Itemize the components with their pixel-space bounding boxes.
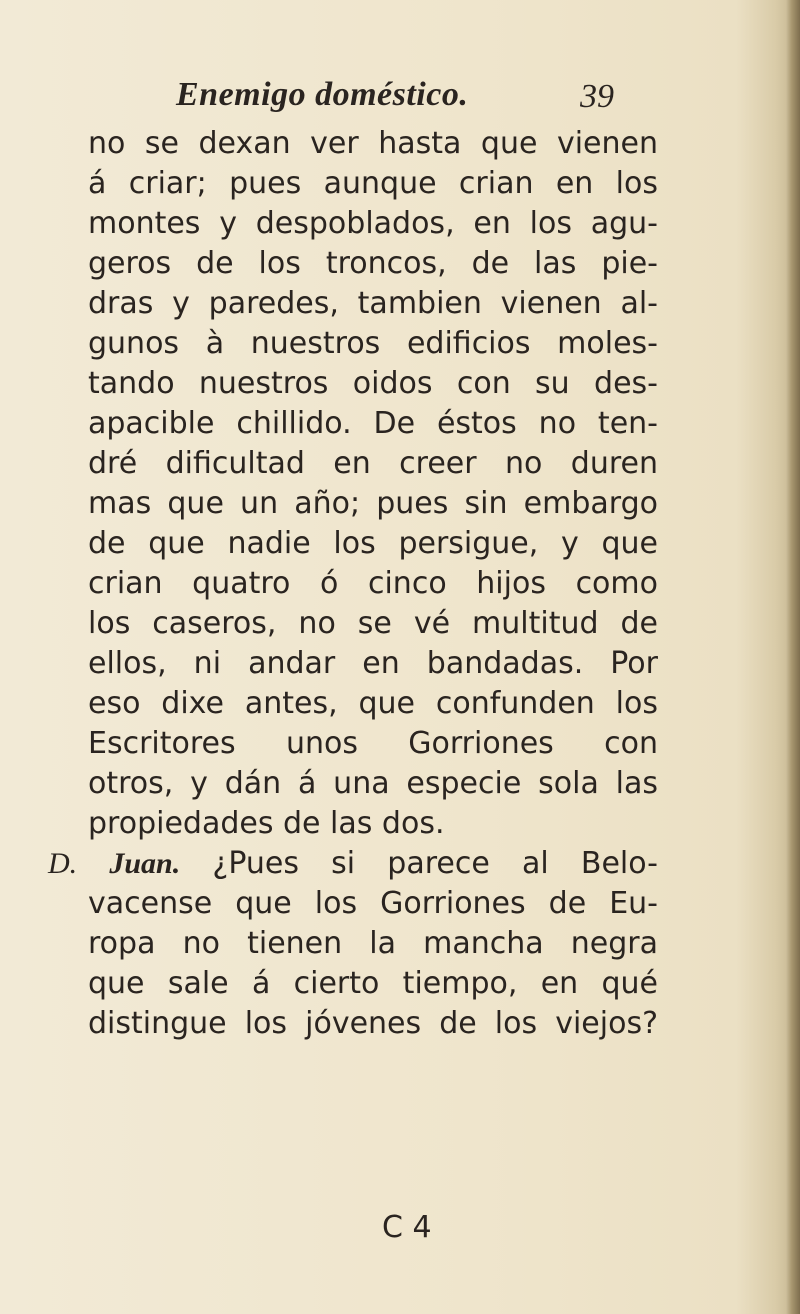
text-line: vacense que los Gorriones de Eu-: [88, 886, 658, 921]
text-line: ellos, ni andar en bandadas. Por: [88, 646, 658, 681]
text-line: ropa no tienen la mancha negra: [88, 926, 658, 961]
signature-mark: C 4: [382, 1210, 432, 1245]
text-line: propiedades de las dos.: [88, 806, 445, 841]
text-line: apacible chillido. De éstos no ten-: [88, 406, 658, 441]
speaker-abbrev: D.: [48, 847, 78, 880]
text-line: crian quatro ó cinco hijos como: [88, 566, 658, 601]
text-line: geros de los troncos, de las pie-: [88, 246, 658, 281]
text-line: otros, y dán á una especie sola las: [88, 766, 658, 801]
text-line: de que nadie los persigue, y que: [88, 526, 658, 561]
text-line: eso dixe antes, que confunden los: [88, 686, 658, 721]
page-number: 39: [580, 78, 614, 115]
text-line: montes y despoblados, en los agu-: [88, 206, 658, 241]
text-line: los caseros, no se vé multitud de: [88, 606, 658, 641]
text-line: gunos à nuestros edificios moles-: [88, 326, 658, 361]
dialogue-first-line: [48, 844, 658, 884]
text-line: que sale á cierto tiempo, en qué: [88, 966, 658, 1001]
running-title: Enemigo doméstico.: [176, 76, 469, 113]
text-line: tando nuestros oidos con su des-: [88, 366, 658, 401]
dialogue-text: ¿Pues si parece al Belo-: [212, 846, 658, 881]
page-header: [0, 76, 800, 122]
text-line: Escritores unos Gorriones con: [88, 726, 658, 761]
text-line: dras y paredes, tambien vienen al-: [88, 286, 658, 321]
text-line: á criar; pues aunque crian en los: [88, 166, 658, 201]
text-line: distingue los jóvenes de los viejos?: [88, 1006, 658, 1041]
book-spine-edge: [786, 0, 800, 1314]
text-line: mas que un año; pues sin embargo: [88, 486, 658, 521]
speaker-name: Juan.: [109, 847, 181, 880]
text-line: dré dificultad en creer no duren: [88, 446, 658, 481]
text-line: no se dexan ver hasta que vienen: [88, 126, 658, 161]
